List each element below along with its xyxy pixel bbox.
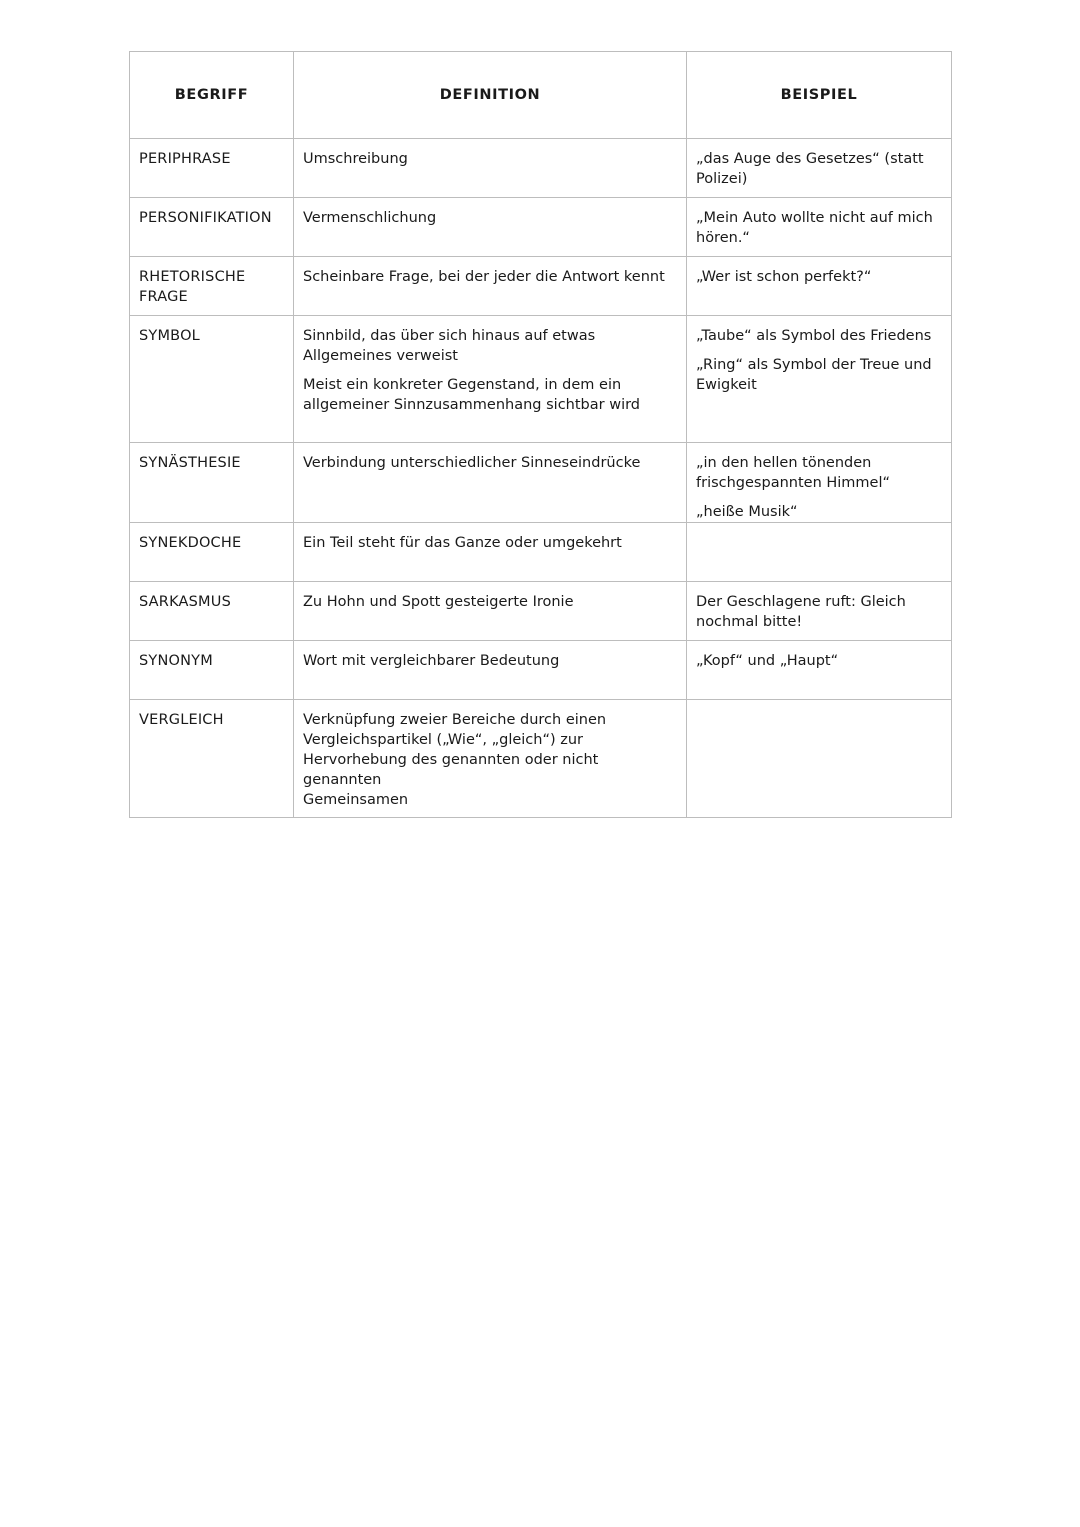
header-term: BEGRIFF bbox=[130, 52, 294, 139]
definition-text: Ein Teil steht für das Ganze oder umgekehrt bbox=[303, 535, 622, 551]
example-cell bbox=[687, 700, 952, 818]
term-cell bbox=[130, 641, 294, 700]
term-cell bbox=[130, 257, 294, 316]
definition-cell bbox=[294, 523, 687, 582]
term-text: SYNÄSTHESIE bbox=[139, 455, 241, 471]
definition-cell bbox=[294, 257, 687, 316]
term-text: SYNONYM bbox=[139, 653, 213, 669]
term-text: SARKASMUS bbox=[139, 594, 231, 610]
definition-text: Vergleichspartikel („Wie“, „gleich“) zur bbox=[303, 732, 583, 748]
table-header-row bbox=[130, 52, 952, 139]
example-text: „Mein Auto wollte nicht auf mich bbox=[696, 210, 933, 226]
rhetorical-devices-table bbox=[129, 51, 952, 818]
table-row bbox=[130, 582, 952, 641]
table-row bbox=[130, 641, 952, 700]
definition-text: Verknüpfung zweier Bereiche durch einen bbox=[303, 712, 607, 728]
table-row bbox=[130, 523, 952, 582]
definition-text: Verbindung unterschiedlicher Sinneseindrücke bbox=[303, 455, 641, 471]
term-text: FRAGE bbox=[139, 289, 188, 305]
example-text: frischgespannten Himmel“ bbox=[696, 475, 891, 491]
example-cell bbox=[687, 582, 952, 641]
definition-text: Sinnbild, das über sich hinaus auf etwas bbox=[303, 328, 596, 344]
term-cell bbox=[130, 700, 294, 818]
example-cell bbox=[687, 257, 952, 316]
definition-cell bbox=[294, 139, 687, 198]
term-cell bbox=[130, 198, 294, 257]
definition-text: Hervorhebung des genannten oder nicht genannten bbox=[303, 752, 599, 788]
term-cell bbox=[130, 316, 294, 443]
example-text: „Kopf“ und „Haupt“ bbox=[696, 653, 839, 669]
example-cell bbox=[687, 443, 952, 523]
example-text: Polizei) bbox=[696, 171, 748, 187]
term-text: SYNEKDOCHE bbox=[139, 535, 242, 551]
term-cell bbox=[130, 443, 294, 523]
term-cell bbox=[130, 139, 294, 198]
header-definition: DEFINITION bbox=[294, 52, 687, 139]
example-cell bbox=[687, 316, 952, 443]
example-text: „Wer ist schon perfekt?“ bbox=[696, 269, 872, 285]
term-text: SYMBOL bbox=[139, 328, 200, 344]
term-cell bbox=[130, 523, 294, 582]
definition-cell bbox=[294, 582, 687, 641]
example-text: „in den hellen tönenden bbox=[696, 455, 872, 471]
definition-text: Meist ein konkreter Gegenstand, in dem ein bbox=[303, 377, 622, 393]
example-text: hören.“ bbox=[696, 230, 750, 246]
example-text: Ewigkeit bbox=[696, 377, 757, 393]
definition-cell bbox=[294, 316, 687, 443]
definition-text: Allgemeines verweist bbox=[303, 348, 458, 364]
term-cell bbox=[130, 582, 294, 641]
example-text: Der Geschlagene ruft: Gleich bbox=[696, 594, 906, 610]
example-cell bbox=[687, 198, 952, 257]
example-cell bbox=[687, 139, 952, 198]
definition-cell bbox=[294, 700, 687, 818]
example-cell bbox=[687, 641, 952, 700]
term-text: RHETORISCHE bbox=[139, 269, 246, 285]
definition-cell bbox=[294, 641, 687, 700]
definition-text: Scheinbare Frage, bei der jeder die Antwort kennt bbox=[303, 269, 665, 285]
header-example: BEISPIEL bbox=[687, 52, 952, 139]
definition-text: allgemeiner Sinnzusammenhang sichtbar wird bbox=[303, 397, 641, 413]
definition-text: Gemeinsamen bbox=[303, 792, 409, 808]
table-row bbox=[130, 443, 952, 523]
term-text: VERGLEICH bbox=[139, 712, 224, 728]
definition-text: Umschreibung bbox=[303, 151, 408, 167]
term-text: PERSONIFIKATION bbox=[139, 210, 272, 226]
term-text: PERIPHRASE bbox=[139, 151, 231, 167]
example-cell bbox=[687, 523, 952, 582]
rhetorical-devices-table-container bbox=[129, 51, 951, 818]
table-row bbox=[130, 139, 952, 198]
table-row bbox=[130, 257, 952, 316]
example-text: nochmal bitte! bbox=[696, 614, 803, 630]
definition-text: Zu Hohn und Spott gesteigerte Ironie bbox=[303, 594, 574, 610]
definition-text: Wort mit vergleichbarer Bedeutung bbox=[303, 653, 560, 669]
definition-text: Vermenschlichung bbox=[303, 210, 437, 226]
example-text: „Ring“ als Symbol der Treue und bbox=[696, 357, 932, 373]
table-row bbox=[130, 198, 952, 257]
example-text: „das Auge des Gesetzes“ (statt bbox=[696, 151, 924, 167]
table-row bbox=[130, 700, 952, 818]
definition-cell bbox=[294, 443, 687, 523]
example-text: „Taube“ als Symbol des Friedens bbox=[696, 328, 932, 344]
example-text: „heiße Musik“ bbox=[696, 504, 798, 520]
table-row bbox=[130, 316, 952, 443]
definition-cell bbox=[294, 198, 687, 257]
